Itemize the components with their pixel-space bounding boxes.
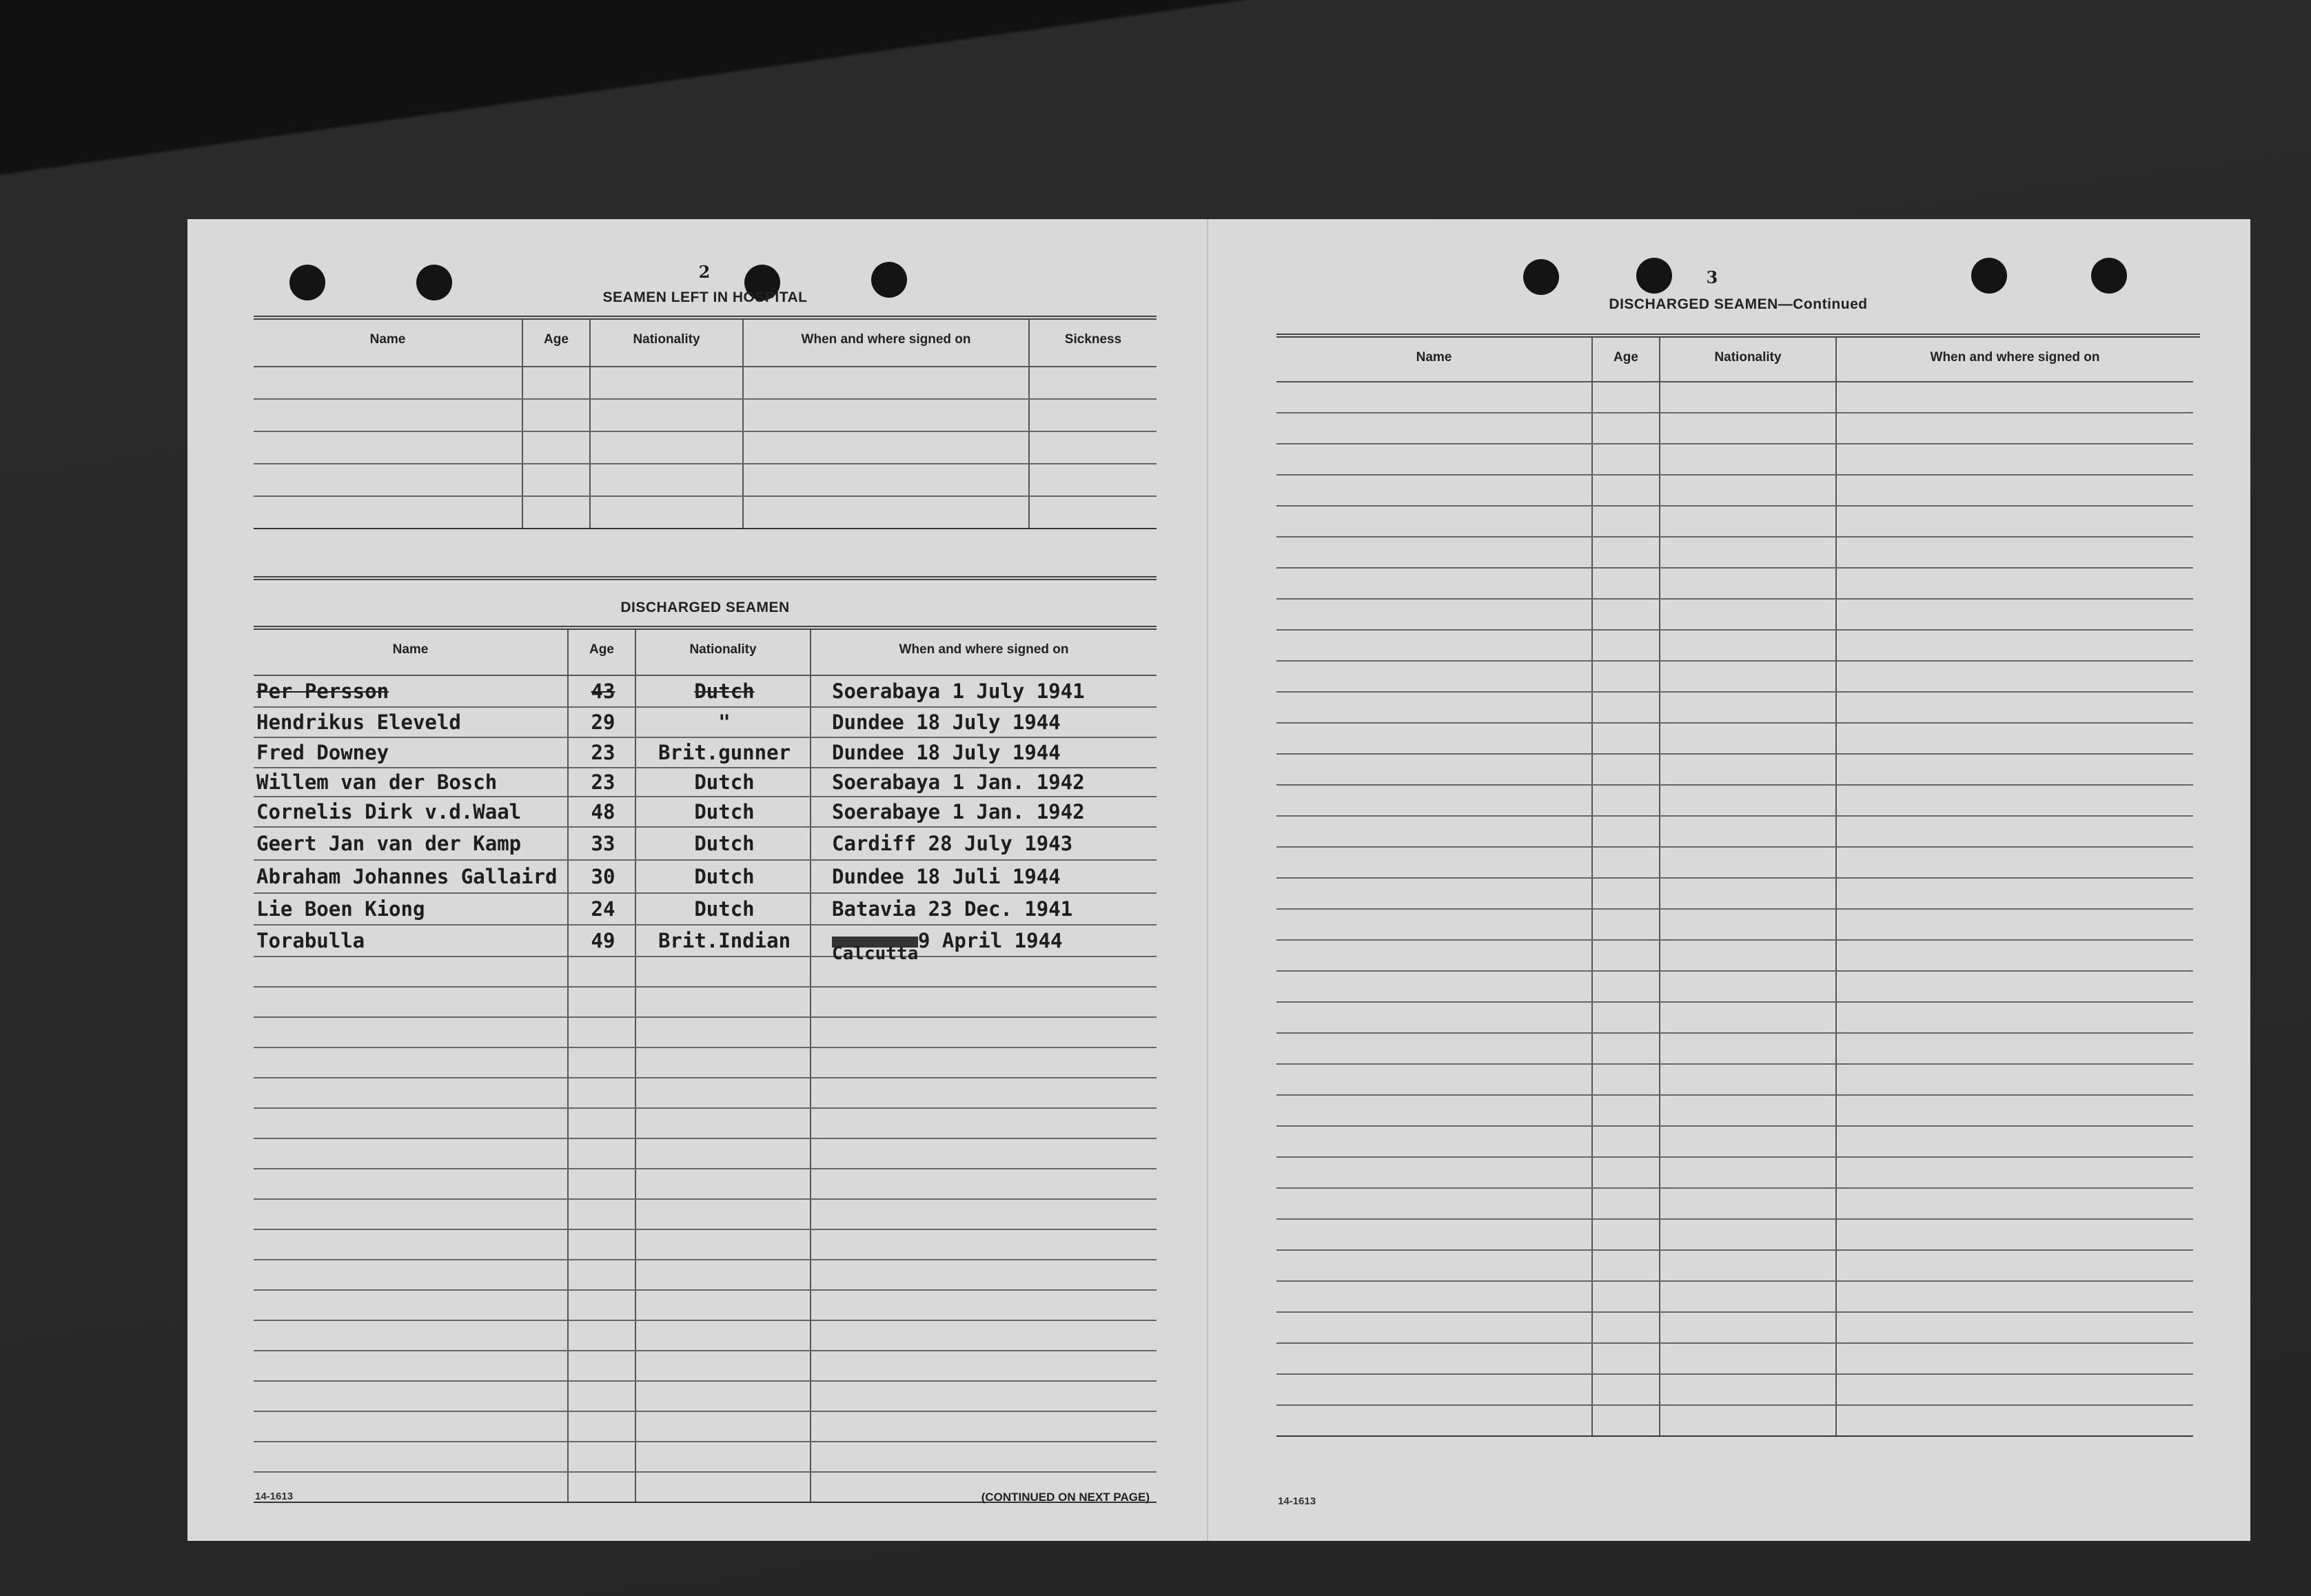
seaman-signed-on-cell [811,925,1157,964]
seaman-age: 43 [568,675,635,707]
seaman-name: Hendrikus Eleveld [254,707,568,737]
seaman-name: Abraham Johannes Gallaird [254,860,568,893]
empty-row [254,956,1157,987]
empty-row [254,1169,1157,1199]
seaman-age: 23 [568,737,635,768]
seaman-signed-on: Batavia 23 Dec. 1941 [811,893,1157,925]
seaman-age: 49 [568,925,635,956]
form-code: 14-1613 [1278,1495,1316,1507]
empty-row [1276,506,2193,537]
table-row [254,893,1157,925]
empty-row [1276,1033,2193,1064]
empty-row [1276,661,2193,692]
seaman-signed-on: Soerabaya 1 July 1941 [811,675,1157,707]
empty-row [1276,1281,2193,1312]
table-row [254,925,1157,956]
col-header-age: Age [522,320,590,367]
discharged-continued-table [1276,338,2193,1437]
empty-row [1276,599,2193,630]
col-header-name: Name [254,320,522,367]
empty-row [1276,816,2193,847]
empty-row [1276,475,2193,506]
continued-note: (CONTINUED ON NEXT PAGE) [981,1491,1150,1504]
hospital-table [254,320,1157,529]
seaman-nationality: " [635,707,811,737]
seaman-name: Willem van der Bosch [254,768,568,797]
empty-row [1276,1064,2193,1095]
col-header-name: Name [1276,338,1592,382]
empty-row [1276,878,2193,909]
seaman-signed-on: Cardiff 28 July 1943 [811,827,1157,860]
seaman-age: 33 [568,827,635,860]
seaman-name: Lie Boen Kiong [254,893,568,925]
table-row [254,797,1157,827]
left-page [254,219,1157,1541]
empty-row [1276,413,2193,444]
page-number: 2 [698,262,711,282]
empty-row [1276,723,2193,754]
empty-row [1276,630,2193,661]
seaman-nationality: Dutch [635,797,811,827]
col-header-nationality: Nationality [635,630,811,675]
empty-row [1276,909,2193,940]
seaman-name: Geert Jan van der Kamp [254,827,568,860]
empty-row [254,987,1157,1017]
seaman-age: 30 [568,860,635,893]
seaman-signed-on: Soerabaye 1 Jan. 1942 [811,797,1157,827]
empty-row [1276,1095,2193,1126]
table-row [254,827,1157,860]
empty-row [254,1229,1157,1260]
right-page [1276,219,2200,1541]
seaman-age: 24 [568,893,635,925]
empty-row [1276,1002,2193,1033]
seaman-nationality: Dutch [635,827,811,860]
seaman-nationality: Brit.Indian [635,925,811,956]
table-row [254,768,1157,797]
table-row [254,707,1157,737]
seaman-nationality: Brit.gunner [635,737,811,768]
discharged-continued-title: DISCHARGED SEAMEN—Continued [1609,296,1868,312]
empty-row [1276,1405,2193,1436]
empty-row [254,1442,1157,1472]
seaman-age: 23 [568,768,635,797]
col-header-sickness: Sickness [1029,320,1157,367]
seaman-name: Per Persson [254,675,568,707]
page-fold [1207,219,1208,1541]
seaman-signed-on: Dundee 18 Juli 1944 [811,860,1157,893]
seaman-name: Torabulla [254,925,568,956]
page-number: 3 [1706,267,1718,287]
empty-row [254,1381,1157,1411]
seaman-nationality: Dutch [635,768,811,797]
seaman-age: 29 [568,707,635,737]
empty-row [254,1047,1157,1078]
seaman-signed-on: Dundee 18 July 1944 [811,707,1157,737]
col-header-signed-on: When and where signed on [743,320,1029,367]
empty-row [1276,754,2193,785]
table-row [254,367,1157,399]
empty-row [254,1411,1157,1442]
col-header-nationality: Nationality [590,320,743,367]
table-row [254,431,1157,464]
empty-row [1276,1157,2193,1188]
empty-row [1276,568,2193,599]
col-header-age: Age [1592,338,1660,382]
table-row [254,675,1157,707]
col-header-signed-on: When and where signed on [1836,338,2193,382]
empty-row [1276,1126,2193,1157]
form-code: 14-1613 [255,1491,294,1502]
empty-row [1276,444,2193,475]
seaman-nationality: Dutch [635,893,811,925]
table-row [254,737,1157,768]
empty-row [254,1078,1157,1108]
empty-row [1276,1312,2193,1343]
seaman-name: Cornelis Dirk v.d.Waal [254,797,568,827]
empty-row [1276,382,2193,413]
table-row [254,464,1157,496]
empty-row [1276,1250,2193,1281]
col-header-name: Name [254,630,568,675]
empty-row [1276,1188,2193,1219]
col-header-signed-on: When and where signed on [811,630,1157,675]
empty-row [1276,537,2193,568]
empty-row [1276,971,2193,1002]
seaman-signed-on: Soerabaya 1 Jan. 1942 [811,768,1157,797]
seaman-name: Fred Downey [254,737,568,768]
col-header-nationality: Nationality [1660,338,1836,382]
empty-row [1276,847,2193,878]
empty-row [1276,1374,2193,1405]
empty-row [254,1290,1157,1320]
empty-row [254,1260,1157,1290]
discharged-section-title: DISCHARGED SEAMEN [620,600,790,615]
table-row [254,399,1157,431]
seaman-signed-on: Dundee 18 July 1944 [811,737,1157,768]
seaman-nationality: Dutch [635,675,811,707]
empty-row [1276,1343,2193,1374]
empty-row [254,1199,1157,1229]
seaman-signed-on-place: Calcutta [832,943,919,964]
empty-row [254,1017,1157,1047]
empty-row [254,1320,1157,1351]
empty-row [1276,692,2193,723]
empty-row [1276,1219,2193,1250]
double-rule [254,576,1157,580]
empty-row [254,1108,1157,1138]
empty-row [254,1138,1157,1169]
empty-row [1276,940,2193,971]
table-row [254,860,1157,893]
col-header-age: Age [568,630,635,675]
seaman-signed-on: 9 April 1944 [918,929,1063,952]
empty-row [254,1351,1157,1381]
discharged-table [254,630,1157,1503]
seaman-age: 48 [568,797,635,827]
empty-row [1276,785,2193,816]
document-sheet [187,219,2250,1541]
seaman-nationality: Dutch [635,860,811,893]
hospital-section-title: SEAMEN LEFT IN HOSPITAL [602,289,808,305]
table-row [254,496,1157,529]
